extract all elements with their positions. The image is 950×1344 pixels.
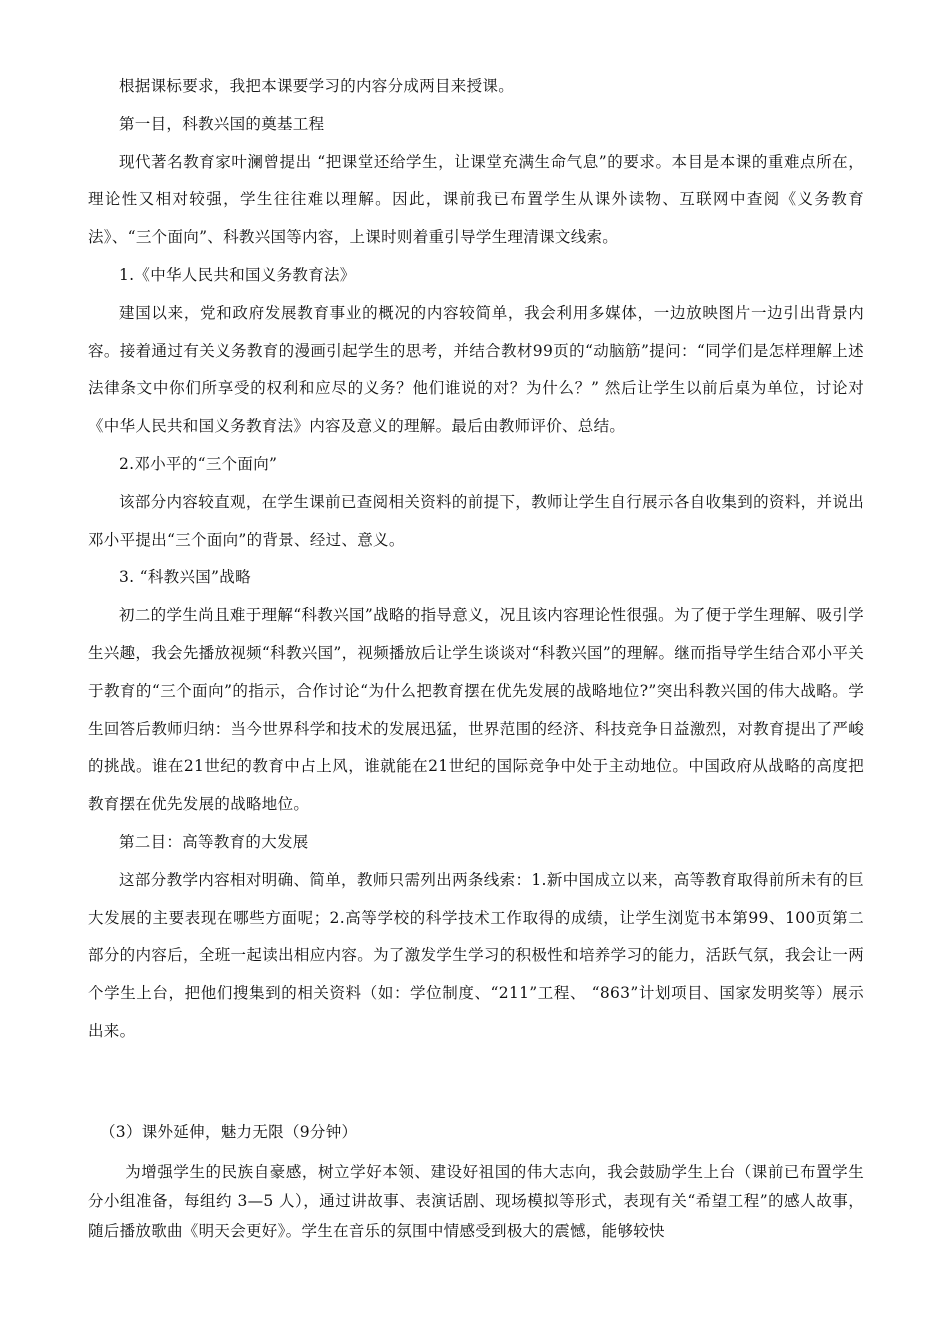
- subsection-heading-1: 第一目，科教兴国的奠基工程: [119, 114, 325, 133]
- subsection-heading-2: 第二目：高等教育的大发展: [119, 832, 309, 851]
- section-3-paragraph: 为增强学生的民族自豪感，树立学好本领、建设好祖国的伟大志向，我会鼓励学生上台（课前已布置学生分小组准备，每组约 3—5 人），通过讲故事、表演话剧、现场模拟等形式，表现有关“希望工程”的感人故事，随后播放歌曲《明天会更好》。学生在音乐的氛围中情感受到极大的震憾，能够较快: [88, 1162, 864, 1240]
- item-heading-1: 1.《中华人民共和国义务教育法》: [119, 265, 356, 284]
- item-heading-2: 2.邓小平的“三个面向”: [119, 454, 278, 473]
- body-paragraph: 初二的学生尚且难于理解“科教兴国”战略的指导意义，况且该内容理论性很强。为了便于学生理解、吸引学生兴趣，我会先播放视频“科教兴国”，视频播放后让学生谈谈对“科教兴国”的理解。继而指导学生结合邓小平关于教育的“三个面向”的指示，合作讨论“为什么把教育摆在优先发展的战略地位?”突出科教兴国的伟大战略。学生回答后教师归纳：当今世界科学和技术的发展迅猛，世界范围的经济、科技竞争日益激烈，对教育提出了严峻的挑战。谁在21世纪的教育中占上风，谁就能在21世纪的国际竞争中处于主动地位。中国政府从战略的高度把教育摆在优先发展的战略地位。: [88, 606, 864, 814]
- intro-paragraph: 根据课标要求，我把本课要学习的内容分成两目来授课。: [119, 77, 515, 95]
- body-paragraph: 建国以来，党和政府发展教育事业的概况的内容较简单，我会利用多媒体，一边放映图片一边引出背景内容。接着通过有关义务教育的漫画引起学生的思考，并结合教材99页的“动脑筋”提问：“同学们是怎样理解上述法律条文中你们所享受的权利和应尽的义务？他们谁说的对？为什么？” 然后让学生以前后桌为单位，讨论对《中华人民共和国义务教育法》内容及意义的理解。最后由教师评价、总结。: [88, 303, 864, 436]
- body-paragraph: 这部分教学内容相对明确、简单，教师只需列出两条线索：1.新中国成立以来，高等教育取得前所未有的巨大发展的主要表现在哪些方面呢；2.高等学校的科学技术工作取得的成绩，让学生浏览书本第99、100页第二部分的内容后，全班一起读出相应内容。为了激发学生学习的积极性和培养学习的能力，活跃气氛，我会让一两个学生上台，把他们搜集到的相关资料（如：学位制度、“211”工程、 “863”计划项目、国家发明奖等）展示出来。: [88, 870, 864, 1040]
- section-3: [88, 1118, 864, 1246]
- main-body: [88, 68, 864, 1051]
- section-3-heading: （3）课外延伸，魅力无限（9分钟）: [100, 1123, 358, 1141]
- item-heading-3: 3. “科教兴国”战略: [119, 568, 251, 587]
- body-paragraph: 现代著名教育家叶澜曾提出 “把课堂还给学生，让课堂充满生命气息”的要求。本目是本课的重难点所在，理论性又相对较强，学生往往难以理解。因此，课前我已布置学生从课外读物、互联网中查阅《义务教育法》、“三个面向”、科教兴国等内容，上课时则着重引导学生理清课文线索。: [88, 152, 864, 247]
- body-paragraph: 该部分内容较直观，在学生课前已查阅相关资料的前提下，教师让学生自行展示各自收集到的资料，并说出邓小平提出“三个面向”的背景、经过、意义。: [88, 492, 864, 549]
